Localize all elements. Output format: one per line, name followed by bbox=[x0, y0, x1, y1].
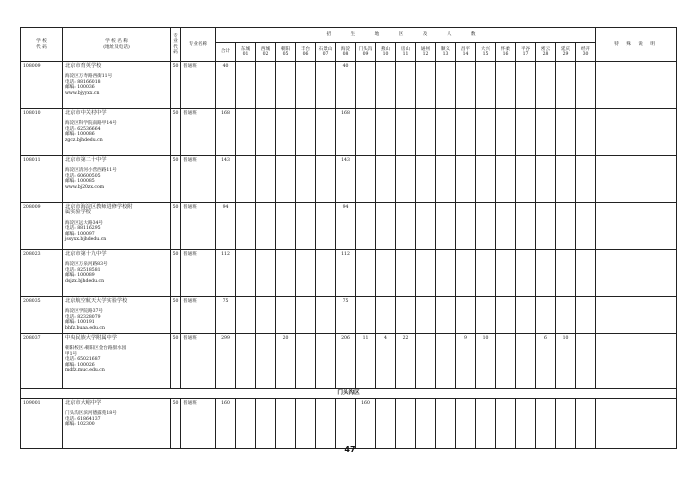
school-contact-line: dsjzx.bjhdedu.cn bbox=[65, 278, 105, 284]
school-contact-line: 甲1号 bbox=[65, 351, 78, 357]
school-name: 北京市第二十中学 bbox=[65, 157, 107, 163]
count-cell bbox=[256, 203, 276, 250]
count-cell bbox=[376, 297, 396, 334]
school-contact-line: 朝阳校区:朝阳区金台路甜水园 bbox=[65, 346, 127, 352]
count-cell bbox=[536, 62, 556, 109]
special-note bbox=[596, 156, 677, 203]
count-cell bbox=[276, 156, 296, 203]
table-row bbox=[21, 399, 677, 449]
count-cell bbox=[276, 203, 296, 250]
count-cell bbox=[396, 62, 416, 109]
school-info bbox=[63, 334, 171, 389]
count-cell: 299 bbox=[216, 334, 236, 389]
school-code: 108010 bbox=[21, 109, 63, 156]
count-cell bbox=[296, 62, 316, 109]
table-row bbox=[21, 297, 677, 334]
count-cell bbox=[456, 203, 476, 250]
header-region-2: 西城 02 bbox=[256, 43, 276, 62]
count-cell bbox=[276, 250, 296, 297]
school-info bbox=[63, 156, 171, 203]
school-name: 中央民族大学附属中学 bbox=[65, 335, 117, 341]
school-name: 北京航空航天大学实验学校 bbox=[65, 298, 128, 304]
header-school-code: 学 校 代 码 bbox=[21, 28, 63, 62]
count-cell bbox=[416, 203, 436, 250]
page-number: 47 bbox=[344, 445, 356, 454]
header-region-12: 昌平 14 bbox=[456, 43, 476, 62]
count-cell: 10 bbox=[556, 334, 576, 389]
count-cell bbox=[416, 156, 436, 203]
count-cell bbox=[396, 250, 416, 297]
count-cell bbox=[436, 109, 456, 156]
count-cell bbox=[396, 109, 416, 156]
count-cell bbox=[416, 399, 436, 449]
special-note bbox=[596, 203, 677, 250]
special-note bbox=[596, 62, 677, 109]
header-region-4: 丰台 06 bbox=[296, 43, 316, 62]
header-region-1: 东城 01 bbox=[236, 43, 256, 62]
count-cell bbox=[296, 297, 316, 334]
table-row bbox=[21, 203, 677, 250]
count-cell: 22 bbox=[396, 334, 416, 389]
count-cell bbox=[376, 109, 396, 156]
header-region-16: 密云 28 bbox=[536, 43, 556, 62]
count-cell bbox=[316, 250, 336, 297]
count-cell bbox=[276, 62, 296, 109]
count-cell: 75 bbox=[336, 297, 356, 334]
count-cell bbox=[456, 399, 476, 449]
header-region-5: 石景山 07 bbox=[316, 43, 336, 62]
count-cell bbox=[236, 334, 256, 389]
table-row bbox=[21, 250, 677, 297]
school-info bbox=[63, 203, 171, 250]
count-cell bbox=[316, 62, 336, 109]
count-cell bbox=[236, 62, 256, 109]
school-name: 北京市第十九中学 bbox=[65, 251, 107, 257]
enrollment-table bbox=[20, 27, 677, 449]
school-contact-line: 海淀区万寿路西街11号 bbox=[65, 74, 113, 80]
count-cell bbox=[336, 399, 356, 449]
school-contact-line: 海淀区科学院南路甲14号 bbox=[65, 121, 117, 127]
count-cell bbox=[316, 109, 336, 156]
count-cell bbox=[316, 203, 336, 250]
header-special: 特 殊 说 明 bbox=[596, 28, 677, 62]
school-contact-line: 邮编: 100026 bbox=[65, 362, 95, 368]
count-cell bbox=[256, 399, 276, 449]
count-cell bbox=[416, 334, 436, 389]
count-cell bbox=[456, 297, 476, 334]
school-name-cont: 属实验学校 bbox=[65, 209, 91, 216]
header-region-14: 怀柔 16 bbox=[496, 43, 516, 62]
count-cell bbox=[356, 109, 376, 156]
count-cell bbox=[496, 334, 516, 389]
count-cell bbox=[496, 109, 516, 156]
count-cell bbox=[476, 203, 496, 250]
count-cell bbox=[496, 297, 516, 334]
count-cell bbox=[556, 203, 576, 250]
count-cell bbox=[236, 297, 256, 334]
count-cell bbox=[436, 62, 456, 109]
count-cell bbox=[536, 156, 556, 203]
special-note bbox=[596, 399, 677, 449]
count-cell bbox=[376, 156, 396, 203]
count-cell bbox=[576, 156, 596, 203]
header-region-10: 通州 12 bbox=[416, 43, 436, 62]
count-cell: 143 bbox=[216, 156, 236, 203]
count-cell bbox=[436, 156, 456, 203]
count-cell: 168 bbox=[216, 109, 236, 156]
subject-code: 50 bbox=[171, 399, 181, 449]
count-cell: 9 bbox=[456, 334, 476, 389]
count-cell: 10 bbox=[476, 334, 496, 389]
count-cell: 112 bbox=[216, 250, 236, 297]
count-cell bbox=[496, 203, 516, 250]
major-name: 普通班 bbox=[181, 203, 216, 250]
count-cell bbox=[556, 250, 576, 297]
header-region-18: 经开 30 bbox=[576, 43, 596, 62]
count-cell bbox=[536, 250, 556, 297]
count-cell bbox=[356, 250, 376, 297]
count-cell bbox=[256, 250, 276, 297]
count-cell bbox=[416, 62, 436, 109]
count-cell bbox=[536, 109, 556, 156]
special-note bbox=[596, 297, 677, 334]
count-cell bbox=[256, 156, 276, 203]
table-row bbox=[21, 334, 677, 389]
count-cell bbox=[536, 203, 556, 250]
count-cell bbox=[436, 203, 456, 250]
count-cell bbox=[296, 156, 316, 203]
school-contact-line: 邮编: 100036 bbox=[65, 85, 95, 91]
school-contact-line: 邮编: 102300 bbox=[65, 422, 95, 428]
header-major-name: 专业名称 bbox=[181, 28, 216, 62]
table-row bbox=[21, 109, 677, 156]
school-contact-line: zgcz.bjhdedu.cn bbox=[65, 137, 103, 143]
count-cell bbox=[576, 109, 596, 156]
district-label: 门头沟区 bbox=[21, 389, 677, 399]
count-cell bbox=[496, 62, 516, 109]
count-cell bbox=[476, 62, 496, 109]
major-name: 普通班 bbox=[181, 399, 216, 449]
school-contact-line: 邮编: 100097 bbox=[65, 231, 95, 237]
count-cell bbox=[236, 399, 256, 449]
count-cell: 11 bbox=[356, 334, 376, 389]
count-cell bbox=[396, 399, 416, 449]
subject-code: 50 bbox=[171, 250, 181, 297]
special-note bbox=[596, 250, 677, 297]
count-cell bbox=[476, 297, 496, 334]
count-cell bbox=[516, 399, 536, 449]
school-code: 108009 bbox=[21, 62, 63, 109]
major-name: 普通班 bbox=[181, 297, 216, 334]
header-region-13: 大兴 15 bbox=[476, 43, 496, 62]
header-region-6: 海淀 08 bbox=[336, 43, 356, 62]
count-cell: 4 bbox=[376, 334, 396, 389]
count-cell bbox=[296, 250, 316, 297]
count-cell bbox=[416, 250, 436, 297]
count-cell bbox=[496, 156, 516, 203]
count-cell bbox=[456, 156, 476, 203]
subject-code: 50 bbox=[171, 297, 181, 334]
header-region-8: 燕山 10 bbox=[376, 43, 396, 62]
header-region-3: 朝阳 05 bbox=[276, 43, 296, 62]
school-code: 109001 bbox=[21, 399, 63, 449]
count-cell bbox=[556, 62, 576, 109]
school-contact-line: 电话: 61864137 bbox=[65, 416, 101, 422]
count-cell bbox=[436, 399, 456, 449]
count-cell bbox=[376, 62, 396, 109]
school-contact-line: 门头沟区滨河德露苑18号 bbox=[65, 411, 117, 417]
count-cell bbox=[316, 334, 336, 389]
count-cell: 112 bbox=[336, 250, 356, 297]
count-cell bbox=[416, 109, 436, 156]
count-cell bbox=[256, 334, 276, 389]
school-contact-line: 电话: 88116295 bbox=[65, 226, 101, 232]
count-cell bbox=[376, 203, 396, 250]
school-contact-line: 海淀区清河小营西路11号 bbox=[65, 168, 117, 174]
count-cell bbox=[496, 250, 516, 297]
count-cell: 75 bbox=[216, 297, 236, 334]
count-cell bbox=[516, 334, 536, 389]
table-row bbox=[21, 62, 677, 109]
major-name: 普通班 bbox=[181, 250, 216, 297]
count-cell: 20 bbox=[276, 334, 296, 389]
count-cell bbox=[256, 62, 276, 109]
school-name: 北京市育英学校 bbox=[65, 63, 102, 69]
school-code: 208009 bbox=[21, 203, 63, 250]
school-contact-line: bhfz.buaa.edu.cn bbox=[65, 325, 105, 331]
count-cell: 94 bbox=[336, 203, 356, 250]
school-contact-line: 电话: 60600505 bbox=[65, 173, 101, 179]
count-cell bbox=[296, 334, 316, 389]
school-contact-line: 电话: 82328079 bbox=[65, 314, 101, 320]
school-contact-line: www.bj20zx.com bbox=[65, 184, 105, 190]
school-info bbox=[63, 399, 171, 449]
count-cell bbox=[476, 250, 496, 297]
count-cell bbox=[556, 156, 576, 203]
count-cell bbox=[516, 297, 536, 334]
major-name: 普通班 bbox=[181, 109, 216, 156]
count-cell bbox=[356, 297, 376, 334]
count-cell bbox=[316, 399, 336, 449]
count-cell: 206 bbox=[336, 334, 356, 389]
count-cell bbox=[516, 250, 536, 297]
count-cell bbox=[296, 399, 316, 449]
table-body bbox=[21, 62, 677, 449]
count-cell bbox=[376, 399, 396, 449]
count-cell bbox=[296, 203, 316, 250]
count-cell bbox=[236, 109, 256, 156]
header-region-17: 延庆 29 bbox=[556, 43, 576, 62]
count-cell bbox=[396, 156, 416, 203]
count-cell bbox=[256, 109, 276, 156]
header-region-11: 顺义 13 bbox=[436, 43, 456, 62]
major-name: 普通班 bbox=[181, 62, 216, 109]
table-header bbox=[21, 28, 677, 62]
count-cell bbox=[316, 156, 336, 203]
school-code: 208035 bbox=[21, 297, 63, 334]
subject-code: 50 bbox=[171, 203, 181, 250]
count-cell: 6 bbox=[536, 334, 556, 389]
count-cell: 160 bbox=[356, 399, 376, 449]
count-cell bbox=[476, 109, 496, 156]
count-cell: 143 bbox=[336, 156, 356, 203]
count-cell bbox=[576, 399, 596, 449]
school-name: 北京市中关村中学 bbox=[65, 110, 107, 116]
header-subject-code: 专业代码 bbox=[171, 28, 181, 62]
count-cell: 160 bbox=[216, 399, 236, 449]
count-cell bbox=[576, 203, 596, 250]
school-name: 北京市海淀区教师进修学校附 bbox=[65, 204, 133, 210]
count-cell bbox=[316, 297, 336, 334]
school-info bbox=[63, 250, 171, 297]
school-contact-line: mdfz.muc.edu.cn bbox=[65, 368, 105, 374]
header-region-15: 平谷 17 bbox=[516, 43, 536, 62]
count-cell bbox=[356, 156, 376, 203]
count-cell bbox=[476, 156, 496, 203]
count-cell bbox=[516, 109, 536, 156]
count-cell: 94 bbox=[216, 203, 236, 250]
header-school-name: 学 校 名 称 (地址及电话) bbox=[63, 28, 171, 62]
school-contact-line: 邮编: 100089 bbox=[65, 273, 95, 279]
school-contact-line: 邮编: 100191 bbox=[65, 320, 95, 326]
subject-code: 50 bbox=[171, 334, 181, 389]
school-code: 208037 bbox=[21, 334, 63, 389]
count-cell bbox=[276, 399, 296, 449]
count-cell bbox=[456, 109, 476, 156]
count-cell bbox=[276, 297, 296, 334]
school-contact-line: 电话: 65021687 bbox=[65, 357, 101, 363]
count-cell: 168 bbox=[336, 109, 356, 156]
count-cell bbox=[396, 203, 416, 250]
count-cell bbox=[236, 250, 256, 297]
count-cell bbox=[356, 62, 376, 109]
enrollment-table-sheet bbox=[20, 27, 677, 449]
count-cell bbox=[456, 250, 476, 297]
header-region: 招 生 地 区 及 人 数 bbox=[216, 28, 596, 43]
count-cell bbox=[436, 297, 456, 334]
count-cell bbox=[276, 109, 296, 156]
count-cell bbox=[536, 399, 556, 449]
count-cell bbox=[576, 297, 596, 334]
school-contact-line: www.bjyyxx.cn bbox=[65, 90, 100, 96]
count-cell: 40 bbox=[216, 62, 236, 109]
count-cell bbox=[436, 334, 456, 389]
count-cell: 40 bbox=[336, 62, 356, 109]
school-contact-line: 电话: 88166018 bbox=[65, 79, 101, 85]
school-info bbox=[63, 297, 171, 334]
header-region-9: 房山 11 bbox=[396, 43, 416, 62]
header-region-0: 合计 bbox=[216, 43, 236, 62]
school-contact-line: 海淀区学院路37号 bbox=[65, 309, 104, 315]
school-code: 108011 bbox=[21, 156, 63, 203]
count-cell bbox=[536, 297, 556, 334]
school-contact-line: 电话: 62536664 bbox=[65, 126, 101, 132]
special-note bbox=[596, 109, 677, 156]
table-row bbox=[21, 156, 677, 203]
school-info bbox=[63, 109, 171, 156]
count-cell bbox=[556, 399, 576, 449]
school-contact-line: 邮编: 100086 bbox=[65, 132, 95, 138]
count-cell bbox=[476, 399, 496, 449]
count-cell bbox=[556, 297, 576, 334]
school-contact-line: 电话: 82518581 bbox=[65, 267, 101, 273]
count-cell bbox=[396, 297, 416, 334]
school-code: 208023 bbox=[21, 250, 63, 297]
count-cell bbox=[416, 297, 436, 334]
school-info bbox=[63, 62, 171, 109]
subject-code: 50 bbox=[171, 109, 181, 156]
school-contact-line: 海淀区万泉河路83号 bbox=[65, 262, 108, 268]
major-name: 普通班 bbox=[181, 156, 216, 203]
subject-code: 50 bbox=[171, 156, 181, 203]
school-contact-line: 邮编: 100085 bbox=[65, 179, 95, 185]
major-name: 普通班 bbox=[181, 334, 216, 389]
count-cell bbox=[556, 109, 576, 156]
count-cell bbox=[236, 156, 256, 203]
count-cell bbox=[376, 250, 396, 297]
count-cell bbox=[236, 203, 256, 250]
count-cell bbox=[296, 109, 316, 156]
count-cell bbox=[436, 250, 456, 297]
count-cell bbox=[576, 334, 596, 389]
school-contact-line: 海淀区远大路34号 bbox=[65, 220, 104, 226]
count-cell bbox=[256, 297, 276, 334]
count-cell bbox=[356, 203, 376, 250]
count-cell bbox=[496, 399, 516, 449]
header-region-7: 门头沟 09 bbox=[356, 43, 376, 62]
school-contact-line: jssyxx.bjhdedu.cn bbox=[65, 237, 107, 243]
count-cell bbox=[516, 156, 536, 203]
count-cell bbox=[516, 62, 536, 109]
special-note bbox=[596, 334, 677, 389]
count-cell bbox=[516, 203, 536, 250]
count-cell bbox=[576, 250, 596, 297]
subject-code: 50 bbox=[171, 62, 181, 109]
count-cell bbox=[576, 62, 596, 109]
school-name: 北京市大峪中学 bbox=[65, 400, 102, 406]
district-row bbox=[21, 389, 677, 399]
count-cell bbox=[456, 62, 476, 109]
